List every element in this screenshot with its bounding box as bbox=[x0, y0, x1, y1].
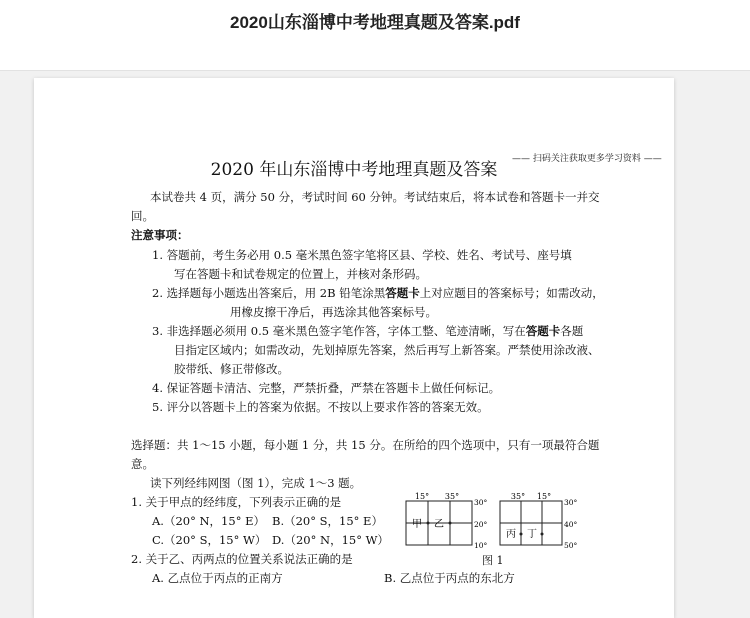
exam-title: 2020 年山东淄博中考地理真题及答案 bbox=[210, 160, 498, 180]
q1-option-b: B.（20° S，15° E） bbox=[272, 514, 383, 528]
scan-note: —— 扫码关注获取更多学习资料 —— bbox=[512, 154, 662, 164]
notice-5: 5. 评分以答题卡上的答案为依据。不按以上要求作答的答案无效。 bbox=[152, 400, 489, 414]
lat-label: 20° bbox=[474, 520, 488, 529]
notice-1a: 1. 答题前，考生务必用 0.5 毫米黑色签字笔将区县、学校、姓名、考试号、座号填 bbox=[152, 248, 572, 262]
read-figure-instruction: 读下列经纬网图（图 1），完成 1～3 题。 bbox=[150, 476, 362, 490]
notice-2b: 用橡皮擦干净后，再选涂其他答案标号。 bbox=[230, 305, 437, 319]
lon-label: 15° bbox=[414, 492, 430, 501]
q2-option-a: A. 乙点位于丙点的正南方 bbox=[152, 571, 283, 585]
viewer-toolbar bbox=[0, 0, 750, 71]
document-filename: 2020山东淄博中考地理真题及答案.pdf bbox=[230, 13, 520, 32]
q2-option-b: B. 乙点位于丙点的东北方 bbox=[384, 571, 515, 585]
lon-label: 35° bbox=[444, 492, 460, 501]
point-jia: 甲 bbox=[412, 519, 422, 530]
pdf-page bbox=[34, 78, 674, 618]
lat-label: 10° bbox=[474, 541, 488, 550]
q1-option-a: A.（20° N，15° E） bbox=[152, 514, 265, 528]
lat-label: 40° bbox=[564, 520, 578, 529]
notice-3a-post: 各题 bbox=[560, 324, 584, 338]
section-intro-1: 选择题：共 1～15 小题，每小题 1 分，共 15 分。在所给的四个选项中，只有一项最符合题 bbox=[131, 438, 600, 452]
section-intro-2: 意。 bbox=[131, 457, 154, 471]
notice-3a-bold: 答题卡 bbox=[525, 324, 561, 338]
point-yi: 乙 bbox=[434, 519, 444, 530]
notice-3c: 胶带纸、修正带修改。 bbox=[174, 362, 289, 376]
lat-label: 50° bbox=[564, 541, 578, 550]
q1-option-c: C.（20° S，15° W） bbox=[152, 533, 267, 547]
notice-2a-pre: 2. 选择题每小题选出答案后，用 2B 铅笔涂黑 bbox=[152, 286, 386, 300]
point-bing: 丙 bbox=[506, 529, 516, 540]
point-ding: 丁 bbox=[527, 529, 537, 540]
lon-label: 15° bbox=[536, 492, 552, 501]
notice-3b: 目指定区域内；如需改动，先划掉原先答案，然后再写上新答案。严禁使用涂改液、 bbox=[174, 343, 600, 357]
question-2: 2. 关于乙、丙两点的位置关系说法正确的是 bbox=[131, 552, 353, 566]
lon-label: 35° bbox=[510, 492, 526, 501]
lat-label: 30° bbox=[474, 498, 488, 507]
notice-3a-pre: 3. 非选择题必须用 0.5 毫米黑色签字笔作答，字体工整、笔迹清晰，写在 bbox=[152, 324, 526, 338]
intro-line-1: 本试卷共 4 页，满分 50 分，考试时间 60 分钟。考试结束后，将本试卷和答题卡一并交 bbox=[150, 190, 600, 204]
lat-label: 30° bbox=[564, 498, 578, 507]
notice-2a bbox=[152, 284, 604, 303]
intro-line-2: 回。 bbox=[131, 209, 154, 223]
notice-1b: 写在答题卡和试卷规定的位置上，并核对条形码。 bbox=[174, 267, 427, 281]
figure-caption: 图 1 bbox=[482, 554, 504, 567]
notice-4: 4. 保证答题卡清洁、完整，严禁折叠，严禁在答题卡上做任何标记。 bbox=[152, 381, 501, 395]
figure-1-right-grid bbox=[490, 488, 600, 554]
question-1: 1. 关于甲点的经纬度，下列表示正确的是 bbox=[131, 495, 342, 509]
notice-2a-bold: 答题卡 bbox=[385, 286, 420, 300]
q1-option-d: D.（20° N，15° W） bbox=[272, 533, 389, 547]
notice-2a-post: 上对应题目的答案标号；如需改动， bbox=[419, 286, 604, 300]
notice-heading: 注意事项： bbox=[131, 228, 189, 242]
notice-3a bbox=[152, 322, 583, 341]
